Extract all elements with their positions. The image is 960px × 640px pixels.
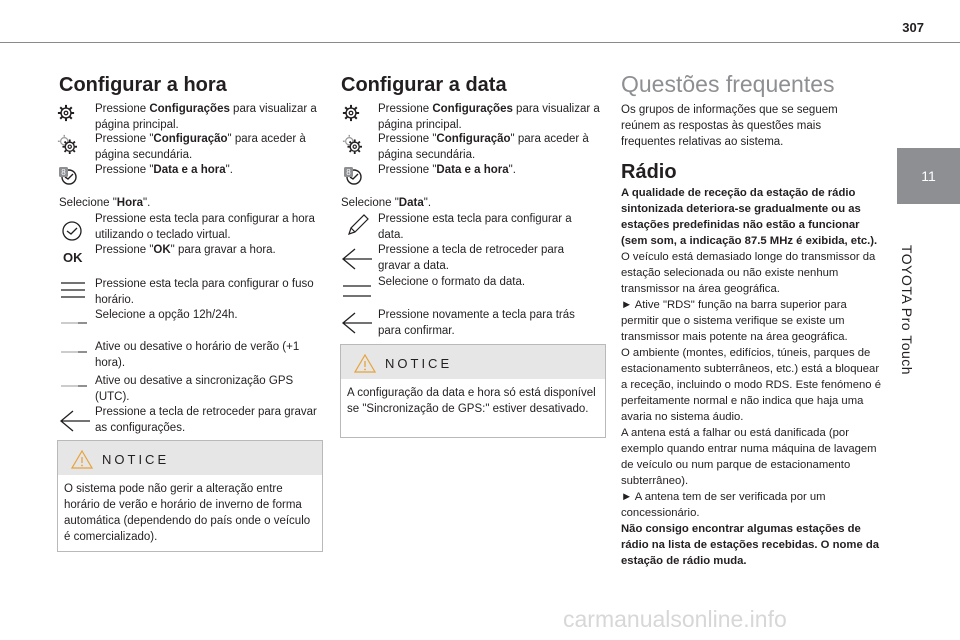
back-arrow-icon bbox=[59, 410, 91, 432]
chapter-title-vertical: TOYOTA Pro Touch bbox=[899, 244, 915, 376]
date-time-clock-icon bbox=[58, 166, 78, 186]
hora-notice-box bbox=[57, 440, 323, 552]
data-step-3: Pressione "Data e a hora". bbox=[378, 164, 516, 176]
format-select-icon bbox=[342, 284, 372, 298]
pencil-edit-icon bbox=[346, 213, 370, 237]
toggle-line-icon bbox=[60, 383, 88, 389]
hora-step-2: Pressione "Configuração" para aceder à página secundária. bbox=[95, 133, 306, 161]
faq-answer-block bbox=[621, 185, 883, 569]
hora-item-7: Pressione a tecla de retroceder para gravar as configurações. bbox=[95, 406, 317, 434]
data-notice-text: A configuração da data e hora só está disponível se "Sincronização de GPS:" estiver desativado. bbox=[347, 387, 596, 415]
faq-intro: Os grupos de informações que se seguem reúnem as respostas às questões mais frequentes relativas ao sistema. bbox=[621, 104, 838, 148]
data-item-2: Pressione a tecla de retroceder para gravar a data. bbox=[378, 244, 565, 272]
faq-answer-1: O veículo está demasiado longe do transmissor da estação selecionada ou não existe nenhum transmissor na área geográfica. bbox=[621, 251, 876, 295]
toggle-line-icon bbox=[60, 349, 88, 355]
notice-label: NOTICE bbox=[102, 452, 170, 467]
hora-item-6: Ative ou desative a sincronização GPS (UTC). bbox=[95, 375, 294, 403]
svg-text:8: 8 bbox=[346, 168, 351, 177]
menu-list-icon bbox=[60, 281, 86, 299]
data-step-2: Pressione "Configuração" para aceder à página secundária. bbox=[378, 133, 589, 161]
hora-item-1: Pressione esta tecla para configurar a hora utilizando o teclado virtual. bbox=[95, 213, 315, 241]
hora-item-2: Pressione "OK" para gravar a hora. bbox=[95, 244, 276, 256]
hora-select: Selecione "Hora". bbox=[59, 197, 151, 209]
page-number: 307 bbox=[902, 20, 924, 35]
faq-answer-5: ► A antena tem de ser verificada por um concessionário. bbox=[621, 491, 826, 519]
faq-question-1: A qualidade de receção da estação de rádio sintonizada deteriora-se gradualmente ou as estações predefinidas não estão a funcionar (sem som, a indicação 87.5 MHz é exibida, etc.). bbox=[621, 187, 878, 247]
back-arrow-icon bbox=[341, 248, 373, 270]
data-step-1: Pressione Configurações para visualizar a página principal. bbox=[378, 103, 600, 131]
header-divider bbox=[0, 42, 960, 43]
faq-section-radio: Rádio bbox=[621, 161, 677, 183]
chapter-tab[interactable]: 11 bbox=[897, 148, 960, 204]
settings-secondary-gear-icon bbox=[57, 134, 77, 154]
checkmark-circle-icon bbox=[61, 220, 83, 242]
warning-triangle-icon bbox=[354, 354, 376, 373]
data-item-1: Pressione esta tecla para configurar a data. bbox=[378, 213, 572, 241]
hora-item-5: Ative ou desative o horário de verão (+1 hora). bbox=[95, 341, 300, 369]
data-notice-box bbox=[340, 344, 606, 438]
data-item-3: Selecione o formato da data. bbox=[378, 276, 526, 288]
svg-text:8: 8 bbox=[61, 168, 66, 177]
date-time-clock-icon bbox=[343, 166, 363, 186]
data-item-4: Pressione novamente a tecla para trás para confirmar. bbox=[378, 309, 575, 337]
faq-answer-3: O ambiente (montes, edifícios, túneis, parques de estacionamento subterrâneos, etc.) está a bloquear a receção, incluindo o modo RDS. Este fenómeno é perfeitamente normal e não indica que haja uma avaria no sistema áudio. bbox=[621, 347, 881, 423]
hora-item-3: Pressione esta tecla para configurar o fuso horário. bbox=[95, 278, 314, 306]
data-title: Configurar a data bbox=[341, 74, 507, 96]
settings-gear-icon bbox=[57, 104, 75, 122]
faq-question-2: Não consigo encontrar algumas estações de rádio na lista de estações recebidas. O nome da estação de rádio muda. bbox=[621, 523, 880, 567]
hora-step-3: Pressione "Data e a hora". bbox=[95, 164, 233, 176]
warning-triangle-icon bbox=[71, 450, 93, 469]
faq-answer-2: ► Ative "RDS" função na barra superior para permitir que o sistema verifique se existe um transmissor mais potente na área geográfica. bbox=[621, 299, 848, 343]
hora-step-1: Pressione Configurações para visualizar a página principal. bbox=[95, 103, 317, 131]
faq-title: Questões frequentes bbox=[621, 71, 835, 97]
data-select: Selecione "Data". bbox=[341, 197, 432, 209]
watermark: carmanualsonline.info bbox=[563, 606, 787, 632]
settings-secondary-gear-icon bbox=[342, 134, 362, 154]
notice-label: NOTICE bbox=[385, 356, 453, 371]
toggle-line-icon bbox=[60, 320, 88, 326]
faq-answer-4: A antena está a falhar ou está danificada (por exemplo quando entrar numa máquina de lavagem de veículo ou num parque de estacionamento subterrâneo). bbox=[621, 427, 877, 487]
hora-notice-text: O sistema pode não gerir a alteração entre horário de verão e horário de inverno de forma automática (dependendo do país onde o veículo é comercializado). bbox=[64, 483, 311, 543]
hora-item-4: Selecione a opção 12h/24h. bbox=[95, 309, 238, 321]
ok-button-icon: OK bbox=[63, 250, 83, 265]
back-arrow-icon bbox=[341, 312, 373, 334]
hora-title: Configurar a hora bbox=[59, 74, 227, 96]
settings-gear-icon bbox=[342, 104, 360, 122]
